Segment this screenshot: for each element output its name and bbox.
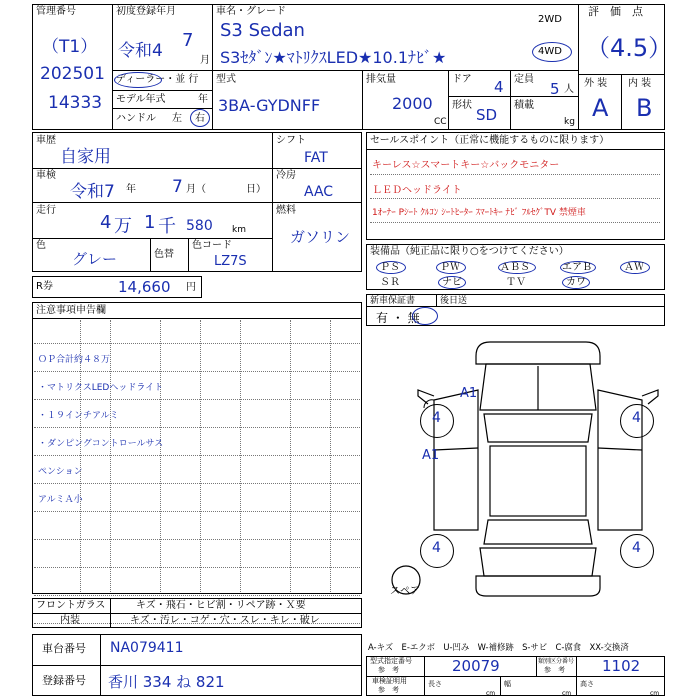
interior-grade: B bbox=[636, 94, 653, 122]
length-unit: cm bbox=[486, 690, 496, 697]
chassis-label: 車台番号 bbox=[42, 642, 86, 655]
score-label: 評 価 点 bbox=[588, 5, 643, 18]
drive-4wd: 4WD bbox=[538, 46, 562, 57]
warranty-delivery-label: 後日送 bbox=[440, 296, 468, 306]
kanri-label: 管理番号 bbox=[36, 6, 76, 17]
capacity-value: 5 bbox=[550, 80, 560, 98]
car-damage-diagram bbox=[366, 330, 665, 600]
dealer-circle bbox=[114, 72, 162, 88]
mileage-sen: 1 bbox=[144, 212, 156, 233]
note-line-4: ・マトリクスLEDヘッドライト bbox=[38, 383, 164, 393]
equip-aw: ＡＷ bbox=[624, 262, 644, 273]
inspection-era: 令和7 bbox=[70, 182, 115, 202]
kanri-line-3: 14333 bbox=[48, 93, 103, 113]
handle-left: 左 bbox=[172, 113, 182, 124]
equip-tv: ＴＶ bbox=[506, 277, 526, 288]
kanri-line-1: （T1） bbox=[42, 37, 98, 57]
first-reg-label: 初度登録年月 bbox=[116, 6, 176, 17]
kanri-line-2: 202501 bbox=[40, 64, 105, 84]
color-value: グレー bbox=[72, 250, 118, 268]
warranty-label: 新車保証書 bbox=[370, 296, 416, 306]
first-reg-era: 令和4 bbox=[118, 41, 163, 61]
notes-rule bbox=[34, 595, 360, 596]
capacity-unit: 人 bbox=[564, 84, 574, 95]
interior-label: 内 装 bbox=[628, 78, 652, 89]
drive-2wd: 2WD bbox=[538, 14, 562, 25]
selling-line-1: キーレス☆スマートキー☆バックモニター bbox=[372, 160, 560, 171]
damage-legend: A-キズ E-エクボ U-凹み W-補修跡 S-サビ C-腐食 XX-交換済 bbox=[368, 642, 629, 652]
exterior-label: 外 装 bbox=[584, 78, 608, 89]
capacity-label: 定員 bbox=[514, 74, 534, 85]
equipment-label: 装備品（純正品に限り○をつけてください） bbox=[370, 246, 569, 257]
color-code: LZ7S bbox=[214, 254, 247, 269]
history-label: 車歴 bbox=[36, 135, 56, 146]
mileage-sen-unit: 千 bbox=[158, 216, 176, 237]
notes-grid bbox=[160, 320, 161, 592]
note-line-6: ・ダンピングコントロールサス bbox=[38, 439, 164, 449]
equip-ps: ＰＳ bbox=[380, 262, 400, 273]
doors-value: 4 bbox=[494, 78, 504, 96]
reg-value: 香川 334 ね 821 bbox=[108, 673, 225, 691]
equip-sr: ＳＲ bbox=[380, 277, 400, 288]
color-code-label: 色コード bbox=[192, 240, 232, 251]
damage-mark-1: A1 bbox=[460, 386, 478, 401]
front-glass-text: キズ・飛石・ヒビ割・リペア跡・Ｘ要 bbox=[136, 600, 306, 611]
class-no-sub: 参 考 bbox=[544, 666, 565, 674]
interior-glass-label: 内装 bbox=[60, 615, 80, 626]
notes-grid bbox=[330, 320, 331, 592]
type-label: 型式 bbox=[216, 74, 236, 85]
doors-label: ドア bbox=[452, 74, 472, 85]
equip-abs: ＡＢＳ bbox=[500, 262, 530, 273]
note-line-5: ・１９インチアルミ bbox=[38, 411, 119, 421]
length-label: 長さ bbox=[428, 680, 442, 688]
ac-value: AAC bbox=[304, 184, 334, 200]
first-reg-month: 7 bbox=[182, 30, 194, 51]
km-unit: km bbox=[232, 225, 246, 235]
notes-rule bbox=[34, 371, 360, 372]
selling-label: セールスポイント（正常に機能するものに限ります） bbox=[370, 135, 610, 146]
mileage-man-unit: 万 bbox=[114, 216, 132, 237]
notes-rule bbox=[34, 399, 360, 400]
type-value: 3BA-GYDNFF bbox=[218, 96, 321, 115]
type-no-value: 20079 bbox=[452, 657, 500, 675]
dealer-label: ディーラー・並 行 bbox=[116, 74, 199, 85]
recycle-unit: 円 bbox=[186, 282, 196, 293]
type-no-sub: 参 考 bbox=[378, 666, 399, 674]
displacement-unit: CC bbox=[434, 117, 447, 127]
class-no-label: 類別区分番号 bbox=[538, 658, 575, 665]
note-line-3: ＯＰ合計約４８万 bbox=[38, 355, 111, 365]
color-label: 色 bbox=[36, 240, 46, 251]
score-value: （4.5） bbox=[586, 34, 673, 62]
exterior-grade: A bbox=[592, 94, 609, 122]
notes-grid bbox=[110, 320, 111, 592]
notes-rule bbox=[34, 343, 360, 344]
cert-label: 車検証明用 bbox=[372, 677, 407, 685]
shift-value: FAT bbox=[304, 150, 328, 166]
height-unit: cm bbox=[650, 690, 660, 697]
fuel-label: 燃料 bbox=[276, 205, 296, 216]
type-no-label: 型式指定番号 bbox=[370, 657, 412, 665]
front-glass-label: フロントガラス bbox=[36, 600, 106, 611]
mileage-label: 走行 bbox=[36, 205, 56, 216]
note-line-7: ペンション bbox=[38, 467, 83, 477]
car-name-label: 車名・グレード bbox=[216, 6, 286, 17]
inspection-year-unit: 年 bbox=[126, 184, 136, 195]
selling-line-3: 1ｵｰﾅｰ Pｼｰﾄ ｸﾙｺﾝ ｼｰﾄﾋｰﾀｰ ｽﾏｰﾄｷｰ ﾅﾋﾞ ﾌﾙｾｸﾞTV 禁煙車 bbox=[372, 208, 586, 218]
handle-right: 右 bbox=[195, 113, 205, 124]
notes-grid bbox=[290, 320, 291, 592]
warranty-no-circle bbox=[412, 307, 438, 325]
class-no-value: 1102 bbox=[602, 657, 641, 675]
ac-label: 冷房 bbox=[276, 170, 296, 181]
inspection-day-unit: 日） bbox=[246, 184, 266, 195]
handle-label: ハンドル bbox=[116, 113, 156, 124]
mileage-man: 4 bbox=[100, 212, 112, 233]
warranty-option: 有 ・ 無 bbox=[376, 311, 420, 325]
repaint-label: 色替 bbox=[154, 249, 174, 260]
inspection-month: 7 bbox=[172, 177, 183, 197]
notes-rule bbox=[34, 567, 360, 568]
width-unit: cm bbox=[562, 690, 572, 697]
car-name: S3 Sedan bbox=[220, 20, 305, 41]
cert-sub: 参 考 bbox=[378, 686, 399, 694]
equip-leather: カワ bbox=[566, 277, 586, 288]
inspection-label: 車検 bbox=[36, 170, 56, 181]
reg-label: 登録番号 bbox=[42, 674, 86, 687]
note-line-8: アルミＡ小 bbox=[38, 495, 83, 505]
equipment-row-2 bbox=[366, 276, 665, 290]
notes-rule bbox=[34, 539, 360, 540]
selling-line-2: ＬＥＤヘッドライト bbox=[372, 185, 462, 196]
spare-label: スペア bbox=[390, 586, 420, 597]
chassis-value: NA079411 bbox=[110, 640, 184, 656]
grade: S3ｾﾀﾞﾝ★ﾏﾄﾘｸｽLED★10.1ﾅﾋﾞ★ bbox=[220, 48, 447, 67]
notes-rule bbox=[34, 511, 360, 512]
shape-value: SD bbox=[476, 106, 498, 124]
damage-mark-2: A1 bbox=[422, 448, 440, 463]
notes-rule bbox=[34, 483, 360, 484]
tire-front-left-value: 4 bbox=[432, 410, 441, 426]
notes-rule bbox=[34, 455, 360, 456]
equip-airbag: エアＢ bbox=[562, 262, 592, 273]
notes-grid bbox=[240, 320, 241, 592]
displacement-value: 2000 bbox=[392, 94, 433, 113]
displacement-label: 排気量 bbox=[366, 74, 396, 85]
first-reg-month-unit: 月 bbox=[200, 55, 210, 66]
history-value: 自家用 bbox=[60, 147, 111, 167]
height-label: 高さ bbox=[580, 680, 594, 688]
notes-label: 注意事項申告欄 bbox=[36, 305, 106, 316]
recycle-label: R券 bbox=[36, 281, 53, 292]
mileage-rest: 580 bbox=[186, 218, 213, 234]
notes-rule bbox=[34, 427, 360, 428]
shift-label: シフト bbox=[276, 135, 306, 146]
tire-rear-left-value: 4 bbox=[432, 540, 441, 556]
width-label: 幅 bbox=[504, 680, 511, 688]
interior-glass-text: キズ・汚レ・コゲ・穴・スレ・キレ・破レ bbox=[130, 615, 320, 626]
load-unit: kg bbox=[564, 117, 575, 127]
tire-rear-right-value: 4 bbox=[632, 540, 641, 556]
tire-front-right-value: 4 bbox=[632, 410, 641, 426]
equip-pw: ＰＷ bbox=[440, 262, 460, 273]
equip-navi: ナビ bbox=[442, 277, 462, 288]
inspection-month-unit: 月（ bbox=[186, 184, 206, 195]
recycle-value: 14,660 bbox=[118, 278, 171, 296]
model-year-label: モデル年式 bbox=[116, 94, 166, 105]
recycle-frame bbox=[32, 276, 202, 298]
notes-grid bbox=[200, 320, 201, 592]
shape-label: 形状 bbox=[452, 100, 472, 111]
model-year-unit: 年 bbox=[198, 94, 208, 105]
fuel-value: ガソリン bbox=[290, 228, 351, 246]
equipment-row-1 bbox=[366, 261, 665, 275]
load-label: 積載 bbox=[514, 100, 534, 111]
